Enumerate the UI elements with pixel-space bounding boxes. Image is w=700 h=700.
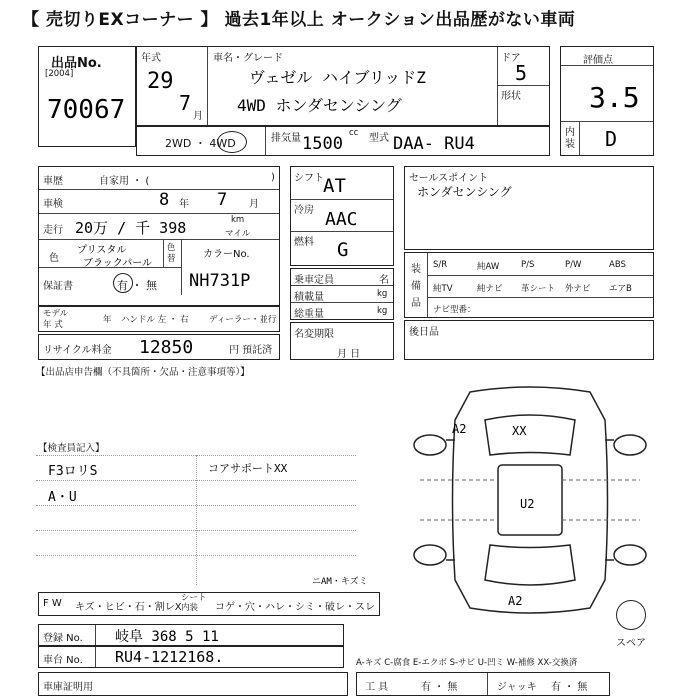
color-no-label: カラーNo.	[203, 249, 250, 260]
equip-item: S/R	[433, 260, 448, 270]
score-label: 評価点	[583, 55, 613, 66]
tools-box	[356, 672, 610, 696]
gross-label: 総重量	[294, 309, 324, 320]
banner	[0, 0, 700, 34]
shift-value: AT	[323, 175, 346, 197]
divider	[561, 121, 653, 122]
recycle-value: 12850	[139, 337, 194, 358]
recycle-unit: 円 預託済	[229, 345, 273, 356]
capacity-unit: 名	[379, 275, 389, 286]
interior-label: 内装	[565, 127, 575, 150]
sales-label: セールスポイント	[409, 173, 489, 184]
grid-line	[196, 455, 197, 585]
divider	[207, 47, 208, 125]
inspector-note-2: A・U	[48, 490, 77, 505]
engine-box	[136, 126, 550, 156]
recycle-box	[38, 334, 280, 360]
divider	[291, 302, 393, 303]
load-unit: kg	[377, 289, 388, 299]
inspector-note-4: ニAM・キズミ	[312, 577, 368, 587]
diagram-u2: U2	[520, 497, 535, 511]
banner-title: 【 売切りEXコーナー 】 過去1年以上 オークション出品歴がない車両	[22, 10, 576, 30]
lot-box	[38, 46, 136, 147]
diagram-a2-bottom: A2	[508, 594, 523, 608]
fw-box	[38, 592, 380, 616]
name-change-box	[290, 322, 394, 360]
history-close: )	[271, 172, 275, 183]
chassis-box	[38, 646, 344, 668]
inspector-note-1: F3ロリS	[48, 464, 98, 479]
jack-label: ジャッキ	[497, 682, 537, 693]
warranty-circle	[113, 273, 133, 293]
cert-box	[38, 672, 348, 696]
lot-number: 70067	[47, 95, 126, 125]
divider	[95, 625, 96, 645]
fuel-value: G	[337, 239, 349, 261]
shaken-year: 8	[159, 190, 170, 210]
fw-values: キズ・ヒビ・石・割レX	[75, 602, 182, 613]
gross-unit: kg	[377, 306, 388, 316]
steering-label: ハンドル 左 ・ 右	[121, 315, 189, 325]
color-value-1: プリスタル	[77, 245, 127, 256]
name-change-label: 名変期限	[294, 329, 334, 340]
divider	[291, 285, 393, 286]
equip-label: 装備品	[411, 264, 421, 309]
details-box	[38, 166, 280, 306]
weight-box	[290, 268, 394, 320]
warranty-value: 有 ・ 無	[117, 279, 157, 292]
after-box	[404, 320, 654, 360]
year-label: 年式	[141, 53, 161, 64]
divider	[497, 85, 549, 86]
year-value: 29	[147, 69, 174, 94]
cert-label: 車庫証明用	[43, 682, 93, 693]
divider	[39, 213, 279, 214]
capacity-label: 乗車定員	[294, 275, 334, 286]
drive-text: 2WD ・ 4WD	[165, 137, 236, 150]
equip-item: 純AW	[477, 262, 500, 272]
score-box	[560, 46, 654, 156]
divider	[427, 253, 428, 317]
navi-label: ナビ型番：	[433, 305, 476, 315]
fw-label: F W	[43, 598, 62, 609]
diagram-a2-top: A2	[452, 422, 467, 436]
middle-box	[290, 166, 394, 266]
sales-value: ホンダセンシング	[417, 185, 512, 199]
warranty-label: 保証書	[43, 281, 73, 292]
divider	[39, 239, 279, 240]
seat-label: シート内装	[181, 593, 207, 613]
color-no-value: NH731P	[189, 271, 251, 291]
notice-label: 【出品店申告欄（不具箇所・欠品・注意事項等）】	[36, 367, 250, 378]
ac-label: 冷房	[294, 205, 314, 216]
tools-label: 工 具	[365, 682, 389, 693]
model-value: DAA- RU4	[393, 134, 475, 154]
divider	[427, 275, 653, 276]
legend-text: A-キズ C-腐食 E-エクボ S-サビ U-凹ミ W-補修 XX-交換済	[356, 658, 578, 668]
sales-box	[404, 166, 654, 250]
divider	[181, 239, 182, 295]
month-value: 7	[179, 91, 192, 115]
cc-unit: cc	[349, 128, 359, 138]
seat-values: コゲ・穴・ハレ・シミ・破レ・スレ	[215, 602, 375, 613]
equip-item: 純ナビ	[477, 284, 503, 294]
inspector-note-3: コアサポートXX	[208, 462, 288, 475]
inspector-label: 【検査員記入】	[38, 443, 105, 454]
jack-value: 有 ・ 無	[551, 682, 588, 693]
lot-label: 出品No.	[51, 56, 102, 71]
doors-label: ドア	[501, 53, 521, 64]
equip-item: 純TV	[433, 284, 453, 294]
vehicle-box	[136, 46, 550, 126]
diagram-xx: XX	[512, 424, 527, 438]
dealer-label: ディーラー・並行	[209, 315, 277, 325]
doors-value: 5	[515, 61, 528, 85]
name-label: 車名・グレード	[213, 53, 283, 64]
interior-value: D	[605, 127, 618, 151]
reg-label: 登録 No.	[43, 633, 83, 644]
color-change: 色替	[167, 243, 176, 264]
shaken-label: 車検	[43, 199, 63, 210]
chassis-value: RU4-1212168.	[115, 648, 224, 666]
fuel-label: 燃料	[294, 237, 314, 248]
spare-label: スペア	[616, 638, 646, 649]
mileage-unit-mile: マイル	[225, 229, 251, 239]
shaken-year-unit: 年	[179, 199, 189, 210]
divider	[579, 121, 580, 155]
history-label: 車歴	[43, 176, 63, 187]
name-line-2: 4WD ホンダセンシング	[237, 96, 402, 115]
reg-box	[38, 624, 344, 646]
equip-item: 外ナビ	[565, 284, 591, 294]
spare-icon	[616, 600, 646, 630]
history-value: 自家用 ・ (	[99, 176, 150, 187]
divider	[561, 65, 653, 66]
name-line-1: ヴェゼル ハイブリッドZ	[249, 68, 426, 87]
cc-label: 排気量	[271, 133, 301, 144]
reg-value: 岐阜 368 5 11	[115, 629, 219, 645]
model-label: 型式	[369, 133, 389, 144]
name-change-unit: 月 日	[337, 349, 361, 360]
drive-circle	[217, 131, 247, 153]
after-label: 後日品	[409, 327, 439, 338]
divider	[265, 127, 266, 155]
divider	[487, 673, 488, 695]
color-value-2: ブラックパール	[83, 258, 152, 269]
divider	[95, 647, 96, 667]
shaken-month: 7	[217, 190, 228, 210]
divider	[291, 231, 393, 232]
chassis-label: 車台 No.	[43, 655, 83, 666]
equip-item: ABS	[609, 260, 626, 270]
equip-item: 革シート	[521, 284, 556, 294]
equip-item: エアB	[609, 284, 632, 294]
divider	[163, 239, 164, 267]
equip-item: P/S	[521, 260, 535, 270]
model-year-unit: 年	[103, 315, 112, 325]
divider	[497, 47, 498, 125]
shape-label: 形状	[501, 91, 521, 102]
tools-value: 有 ・ 無	[421, 682, 458, 693]
mileage-value: 20万 / 千 398	[75, 219, 187, 237]
lot-year: [2004]	[45, 69, 74, 79]
model-year-label-2: 年 式	[43, 320, 63, 330]
color-label: 色	[49, 253, 59, 264]
divider	[427, 297, 653, 298]
mileage-label: 走行	[43, 225, 63, 236]
score-value: 3.5	[589, 81, 640, 114]
recycle-label: リサイクル料金	[43, 345, 112, 356]
cc-value: 1500	[302, 134, 343, 154]
divider	[39, 267, 181, 268]
model-year-label-1: モデル	[43, 309, 69, 319]
equip-item: P/W	[565, 260, 582, 270]
shaken-month-unit: 月	[249, 199, 259, 210]
shift-label: シフト	[294, 173, 324, 184]
ac-value: AAC	[325, 209, 358, 230]
equip-box	[404, 252, 654, 318]
model-year-box	[38, 306, 280, 332]
divider	[291, 199, 393, 200]
month-suffix: 月	[193, 111, 203, 122]
load-label: 積載量	[294, 292, 324, 303]
mileage-unit-km: km	[231, 215, 245, 225]
